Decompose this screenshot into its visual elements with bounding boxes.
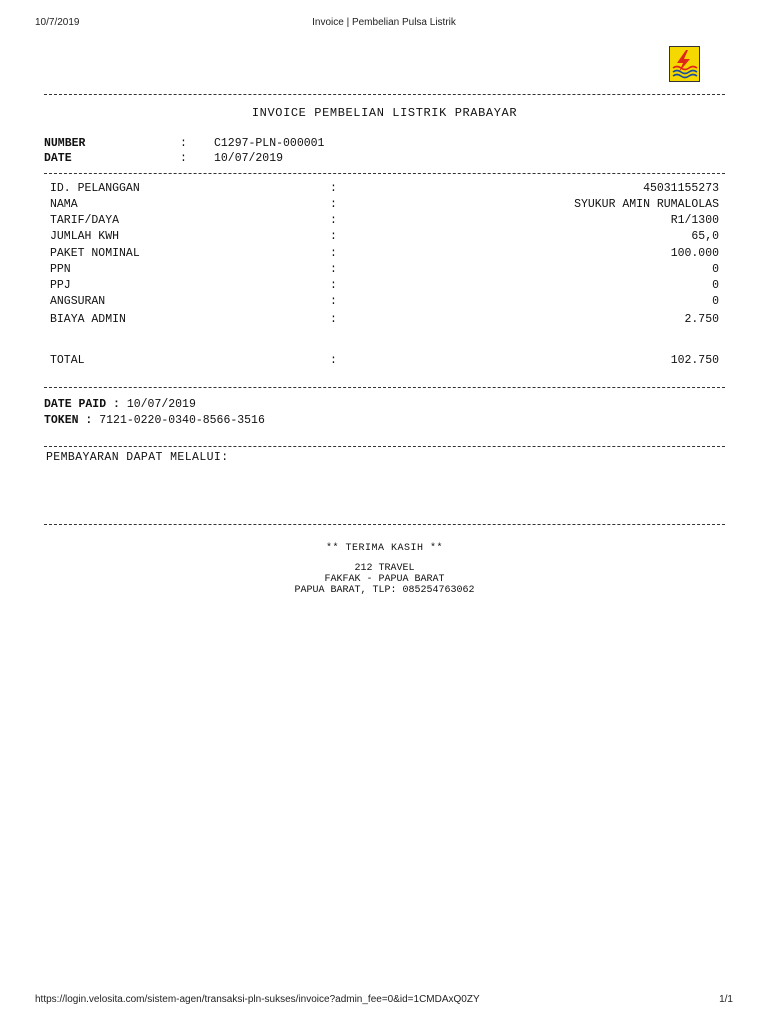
item-label: PAKET NOMINAL xyxy=(50,247,140,260)
print-title: Invoice | Pembelian Pulsa Listrik xyxy=(312,17,456,28)
item-row-nama xyxy=(50,198,719,214)
item-row-biaya-admin xyxy=(50,313,719,329)
thank-you-text: ** TERIMA KASIH ** xyxy=(325,543,444,554)
colon: : xyxy=(330,295,337,308)
colon: : xyxy=(330,263,337,276)
invoice-date-value: 10/07/2019 xyxy=(214,152,284,165)
item-label: NAMA xyxy=(50,198,78,211)
item-value: 0 xyxy=(712,295,719,308)
item-value: R1/1300 xyxy=(670,214,719,227)
item-row-ppj xyxy=(50,279,719,295)
item-row-paket-nominal xyxy=(50,247,719,263)
item-value: 2.750 xyxy=(684,313,719,326)
colon: : xyxy=(85,414,93,427)
item-label: PPJ xyxy=(50,279,71,292)
item-value: 100.000 xyxy=(670,247,719,260)
invoice-title: INVOICE PEMBELIAN LISTRIK PRABAYAR xyxy=(251,106,518,120)
divider xyxy=(44,173,725,174)
item-row-angsuran xyxy=(50,295,719,311)
divider xyxy=(44,387,725,388)
colon: : xyxy=(330,354,337,367)
colon: : xyxy=(330,247,337,260)
pln-logo-icon xyxy=(669,46,700,82)
divider xyxy=(44,524,725,525)
token-value: 7121-0220-0340-8566-3516 xyxy=(99,414,265,427)
invoice-number-value: C1297-PLN-000001 xyxy=(214,137,325,150)
item-value: 0 xyxy=(712,279,719,292)
print-footer xyxy=(0,994,768,1008)
invoice-date-label: DATE xyxy=(44,152,72,165)
shop-name: 212 TRAVEL xyxy=(354,563,415,574)
item-row-ppn xyxy=(50,263,719,279)
colon: : xyxy=(180,137,187,150)
item-value: SYUKUR AMIN RUMALOLAS xyxy=(574,198,719,211)
item-row-jumlah-kwh xyxy=(50,230,719,246)
item-label: ID. PELANGGAN xyxy=(50,182,140,195)
date-paid-row xyxy=(44,398,196,411)
item-label: TARIF/DAYA xyxy=(50,214,120,227)
colon: : xyxy=(330,214,337,227)
divider xyxy=(44,94,725,95)
colon: : xyxy=(330,313,337,326)
colon: : xyxy=(330,230,337,243)
print-date: 10/7/2019 xyxy=(35,17,80,28)
item-value: 0 xyxy=(712,263,719,276)
item-label: JUMLAH KWH xyxy=(50,230,120,243)
colon: : xyxy=(330,198,337,211)
divider xyxy=(44,446,725,447)
date-paid-label: DATE PAID xyxy=(44,398,107,411)
colon: : xyxy=(113,398,120,411)
colon: : xyxy=(330,279,337,292)
print-header xyxy=(0,17,768,31)
item-value: 65,0 xyxy=(691,230,719,243)
item-row-id-pelanggan xyxy=(50,182,719,198)
colon: : xyxy=(180,152,187,165)
item-row-tarif-daya xyxy=(50,214,719,230)
item-label: ANGSURAN xyxy=(50,295,106,308)
token-row xyxy=(44,414,265,427)
item-value: 45031155273 xyxy=(643,182,719,195)
total-value: 102.750 xyxy=(670,354,719,367)
colon: : xyxy=(330,182,337,195)
date-paid-value: 10/07/2019 xyxy=(126,398,196,411)
total-row xyxy=(50,354,719,370)
print-page-number: 1/1 xyxy=(719,994,733,1005)
item-label: PPN xyxy=(50,263,71,276)
payment-methods-label: PEMBAYARAN DAPAT MELALUI: xyxy=(46,451,229,464)
invoice-number-label: NUMBER xyxy=(44,137,86,150)
shop-contact: PAPUA BARAT, TLP: 085254763062 xyxy=(294,585,475,596)
item-label: BIAYA ADMIN xyxy=(50,313,126,326)
shop-city: FAKFAK - PAPUA BARAT xyxy=(324,574,445,585)
total-label: TOTAL xyxy=(50,354,85,367)
token-label: TOKEN xyxy=(44,414,79,427)
print-url: https://login.velosita.com/sistem-agen/transaksi-pln-sukses/invoice?admin_fee=0&id=1CMDAxQ0ZY xyxy=(35,994,480,1005)
